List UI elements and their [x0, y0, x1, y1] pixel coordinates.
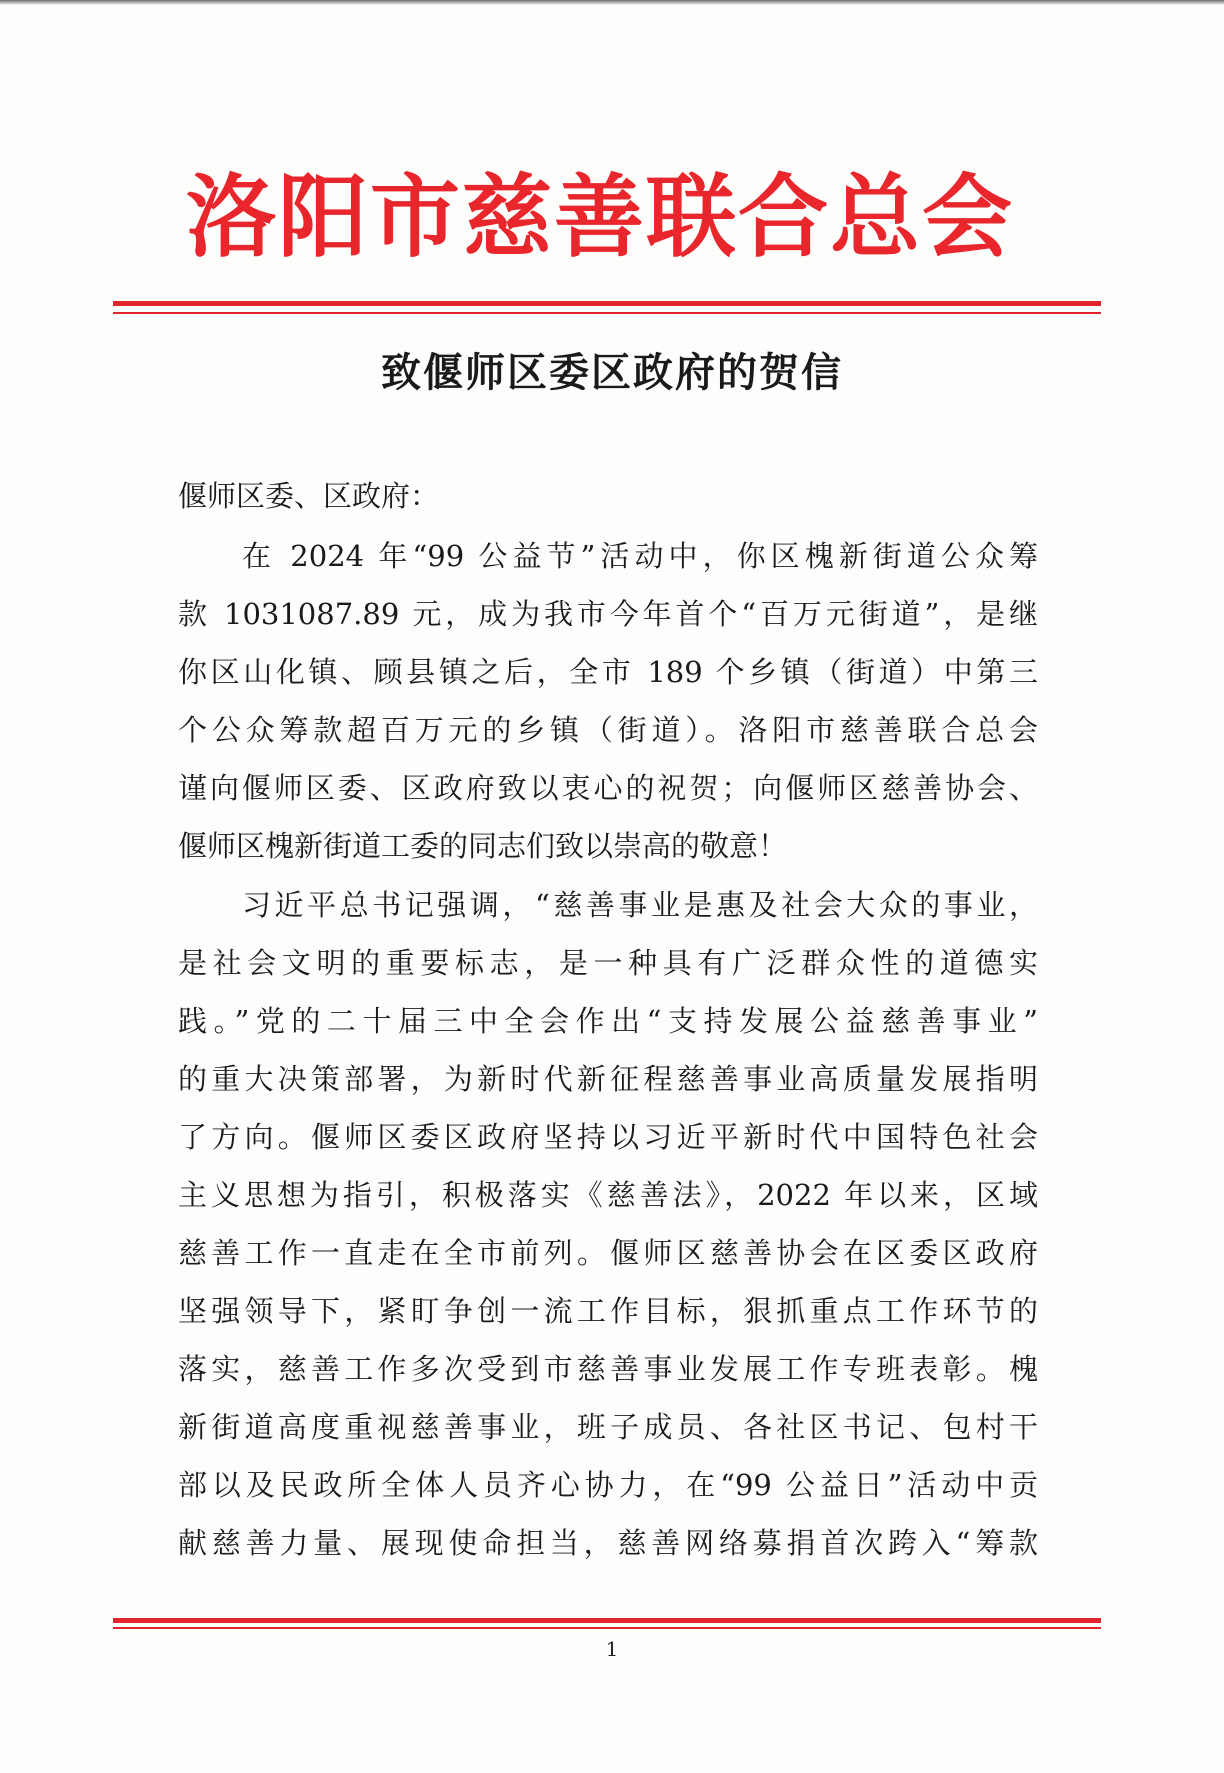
- header-rule-thin: [113, 312, 1101, 314]
- body-line: 偃师区槐新街道工委的同志们致以崇高的敬意！: [178, 829, 788, 863]
- scan-edge-shadow: [0, 0, 1224, 5]
- body-line: 你区山化镇、顾县镇之后，全市 189 个乡镇（街道）中第三: [178, 655, 1038, 689]
- header-rule-thick: [113, 301, 1101, 306]
- body-line: 习近平总书记强调，“慈善事业是惠及社会大众的事业，: [242, 888, 1038, 922]
- body-line: 主义思想为指引，积极落实《慈善法》，2022 年以来，区域: [178, 1178, 1038, 1212]
- letterhead-organization: 洛阳市慈善联合总会: [186, 164, 1014, 270]
- document-title: 致偃师区委区政府的贺信: [381, 350, 843, 396]
- body-line: 在 2024 年“99 公益节”活动中，你区槐新街道公众筹: [242, 539, 1038, 573]
- footer-rule-thin: [113, 1627, 1101, 1629]
- body-line: 落实，慈善工作多次受到市慈善事业发展工作专班表彰。槐: [178, 1352, 1038, 1386]
- body-line: 是社会文明的重要标志，是一种具有广泛群众性的道德实: [178, 946, 1038, 980]
- body-line: 坚强领导下，紧盯争创一流工作目标，狠抓重点工作环节的: [178, 1294, 1038, 1328]
- salutation: 偃师区委、区政府：: [178, 479, 440, 513]
- body-line: 献慈善力量、展现使命担当，慈善网络募捐首次跨入“筹款: [178, 1526, 1038, 1560]
- body-line: 践。”党的二十届三中全会作出“支持发展公益慈善事业”: [178, 1004, 1038, 1038]
- body-line: 慈善工作一直走在全市前列。偃师区慈善协会在区委区政府: [178, 1236, 1038, 1270]
- body-line: 个公众筹款超百万元的乡镇（街道）。洛阳市慈善联合总会: [178, 713, 1038, 747]
- body-line: 部以及民政所全体人员齐心协力，在“99 公益日”活动中贡: [178, 1468, 1038, 1502]
- body-line: 的重大决策部署，为新时代新征程慈善事业高质量发展指明: [178, 1062, 1038, 1096]
- body-line: 新街道高度重视慈善事业，班子成员、各社区书记、包村干: [178, 1410, 1038, 1444]
- body-line: 谨向偃师区委、区政府致以衷心的祝贺；向偃师区慈善协会、: [178, 771, 1038, 805]
- footer-rule-thick: [113, 1618, 1101, 1623]
- page-number: 1: [605, 1637, 619, 1661]
- body-line: 了方向。偃师区委区政府坚持以习近平新时代中国特色社会: [178, 1120, 1038, 1154]
- body-line: 款 1031087.89 元，成为我市今年首个“百万元街道”，是继: [178, 597, 1038, 631]
